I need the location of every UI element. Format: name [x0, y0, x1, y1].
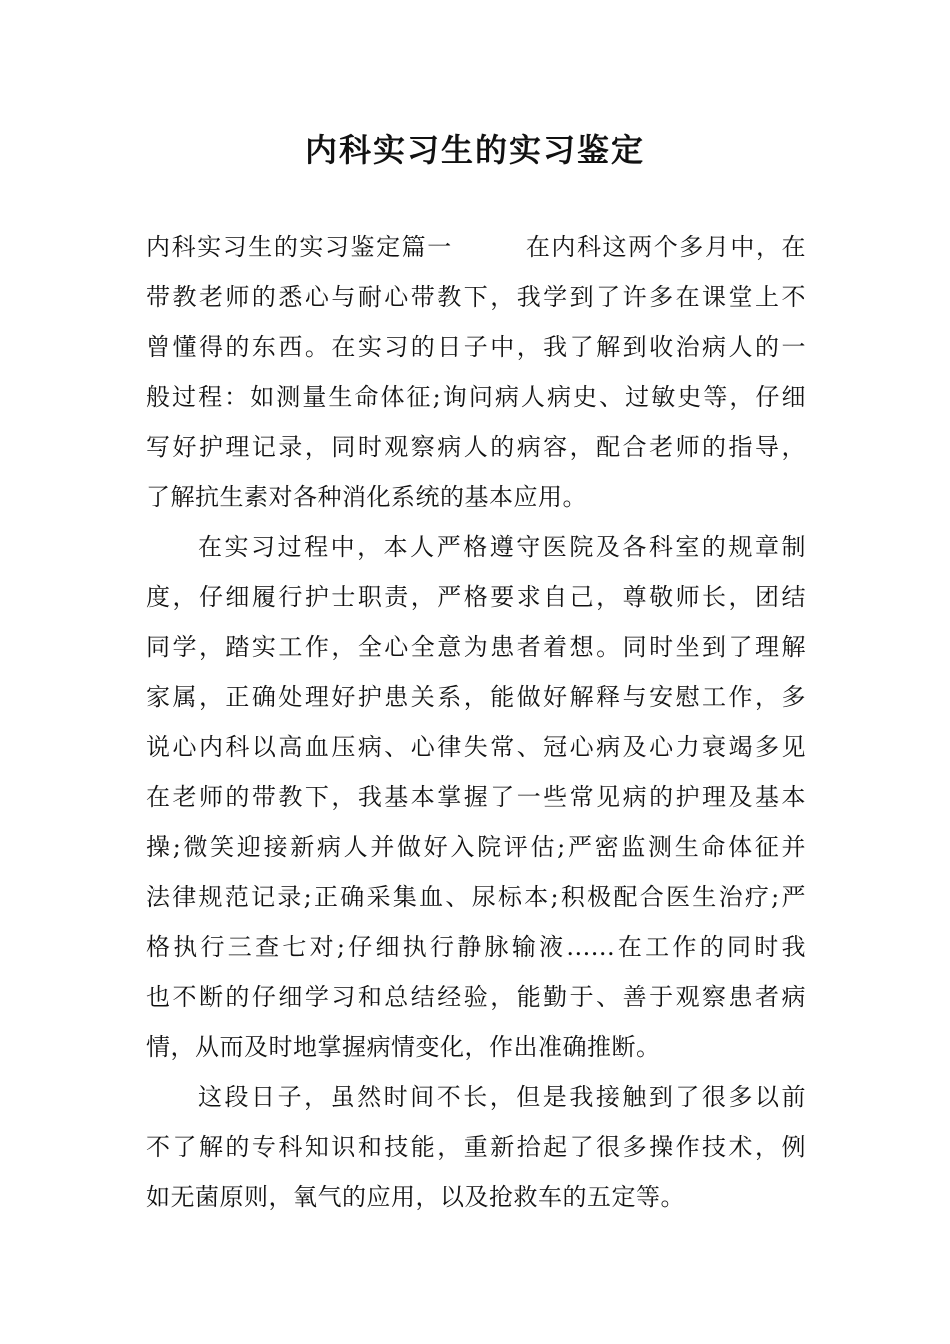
paragraph-line: 格执行三查七对;仔细执行静脉输液......在工作的同时我 — [146, 933, 806, 961]
paragraph-line: 在老师的带教下，我基本掌握了一些常见病的护理及基本 — [146, 783, 806, 811]
paragraph-line: 同学，踏实工作，全心全意为患者着想。同时坐到了理解 — [146, 633, 806, 661]
paragraph-line: 不了解的专科知识和技能，重新拾起了很多操作技术，例 — [146, 1133, 806, 1161]
paragraph-text: 在内科这两个多月中，在 — [524, 233, 807, 261]
paragraph-line: 度，仔细履行护士职责，严格要求自己，尊敬师长，团结 — [146, 583, 806, 611]
paragraph-line: 这段日子，虽然时间不长，但是我接触到了很多以前 — [198, 1083, 806, 1111]
paragraph-line: 操;微笑迎接新病人并做好入院评估;严密监测生命体征并 — [146, 833, 806, 861]
paragraph-line — [146, 222, 806, 272]
paragraph-line: 也不断的仔细学习和总结经验，能勤于、善于观察患者病 — [146, 983, 806, 1011]
paragraph-line: 带教老师的悉心与耐心带教下，我学到了许多在课堂上不 — [146, 283, 806, 311]
paragraph-line: 了解抗生素对各种消化系统的基本应用。 — [146, 483, 587, 511]
paragraph-line: 般过程：如测量生命体征;询问病人病史、过敏史等，仔细 — [146, 383, 806, 411]
paragraph-line: 说心内科以高血压病、心律失常、冠心病及心力衰竭多见 — [146, 733, 806, 761]
paragraph-line: 在实习过程中，本人严格遵守医院及各科室的规章制 — [198, 533, 806, 561]
paragraph-line: 情，从而及时地掌握病情变化，作出准确推断。 — [146, 1033, 661, 1061]
paragraph-line: 曾懂得的东西。在实习的日子中，我了解到收治病人的一 — [146, 333, 806, 361]
document-title: 内科实习生的实习鉴定 — [304, 131, 645, 169]
paragraph-line: 家属，正确处理好护患关系，能做好解释与安慰工作，多 — [146, 683, 806, 711]
paragraph-line: 法律规范记录;正确采集血、尿标本;积极配合医生治疗;严 — [146, 883, 806, 911]
section-heading: 内科实习生的实习鉴定篇一 — [146, 233, 453, 261]
paragraph-line: 写好护理记录，同时观察病人的病容，配合老师的指导， — [146, 433, 806, 461]
paragraph-line: 如无菌原则，氧气的应用，以及抢救车的五定等。 — [146, 1183, 685, 1211]
